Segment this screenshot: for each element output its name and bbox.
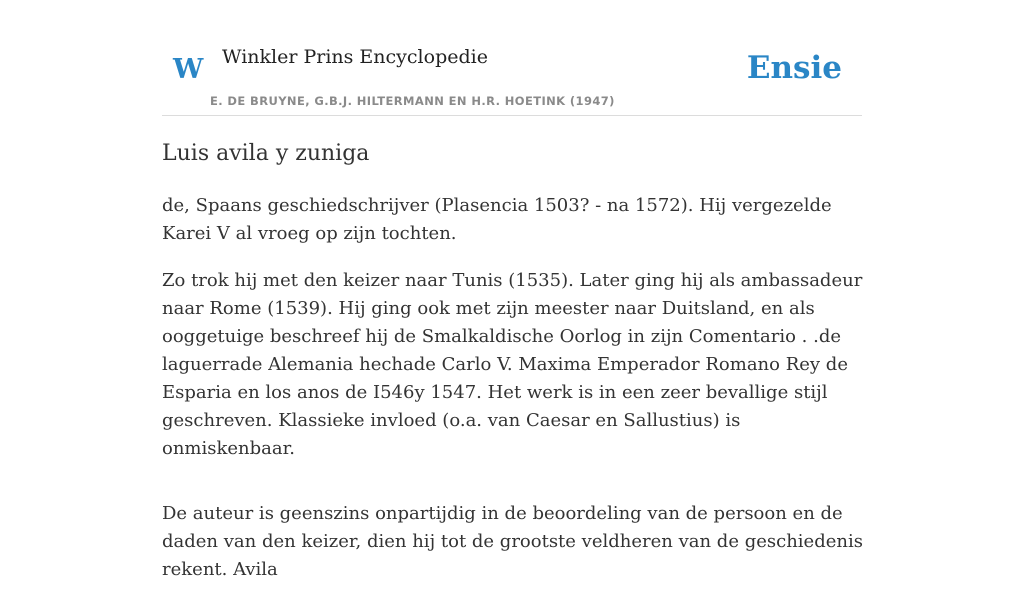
- article-paragraph: de, Spaans geschiedschrijver (Plasencia 1503? - na 1572). Hij vergezelde Karei V al vroeg op zijn tochten.: [162, 195, 832, 244]
- site-header: [162, 40, 862, 116]
- winkler-prins-logo[interactable]: W: [173, 54, 204, 85]
- article-title: Luis avila y zuniga: [162, 141, 370, 166]
- publication-title[interactable]: Winkler Prins Encyclopedie: [222, 46, 488, 68]
- article-paragraph: Zo trok hij met den keizer naar Tunis (1535). Later ging hij als ambassadeur naar Rome (1539). Hij ging ook met zijn meester naar Duitsland, en als ooggetuige beschreef hij de Smalkaldische Oorlog in zijn Comentario . .de laguerrade Alemania hechade Carlo V. Maxima Emperador Romano Rey de Esparia en los anos de I546y 1547. Het werk is in een zeer bevallige stijl geschreven. Klassieke invloed (o.a. van Caesar en Sallustius) is onmiskenbaar.: [162, 270, 863, 459]
- ensie-logo[interactable]: Ensie: [746, 50, 842, 86]
- article: [162, 138, 867, 603]
- publication-authors: E. DE BRUYNE, G.B.J. HILTERMANN EN H.R. HOETINK (1947): [210, 94, 615, 108]
- article-paragraph: De auteur is geenszins onpartijdig in de beoordeling van de persoon en de daden van den keizer, dien hij tot de grootste veldheren van de geschiedenis rekent. Avila: [162, 503, 863, 580]
